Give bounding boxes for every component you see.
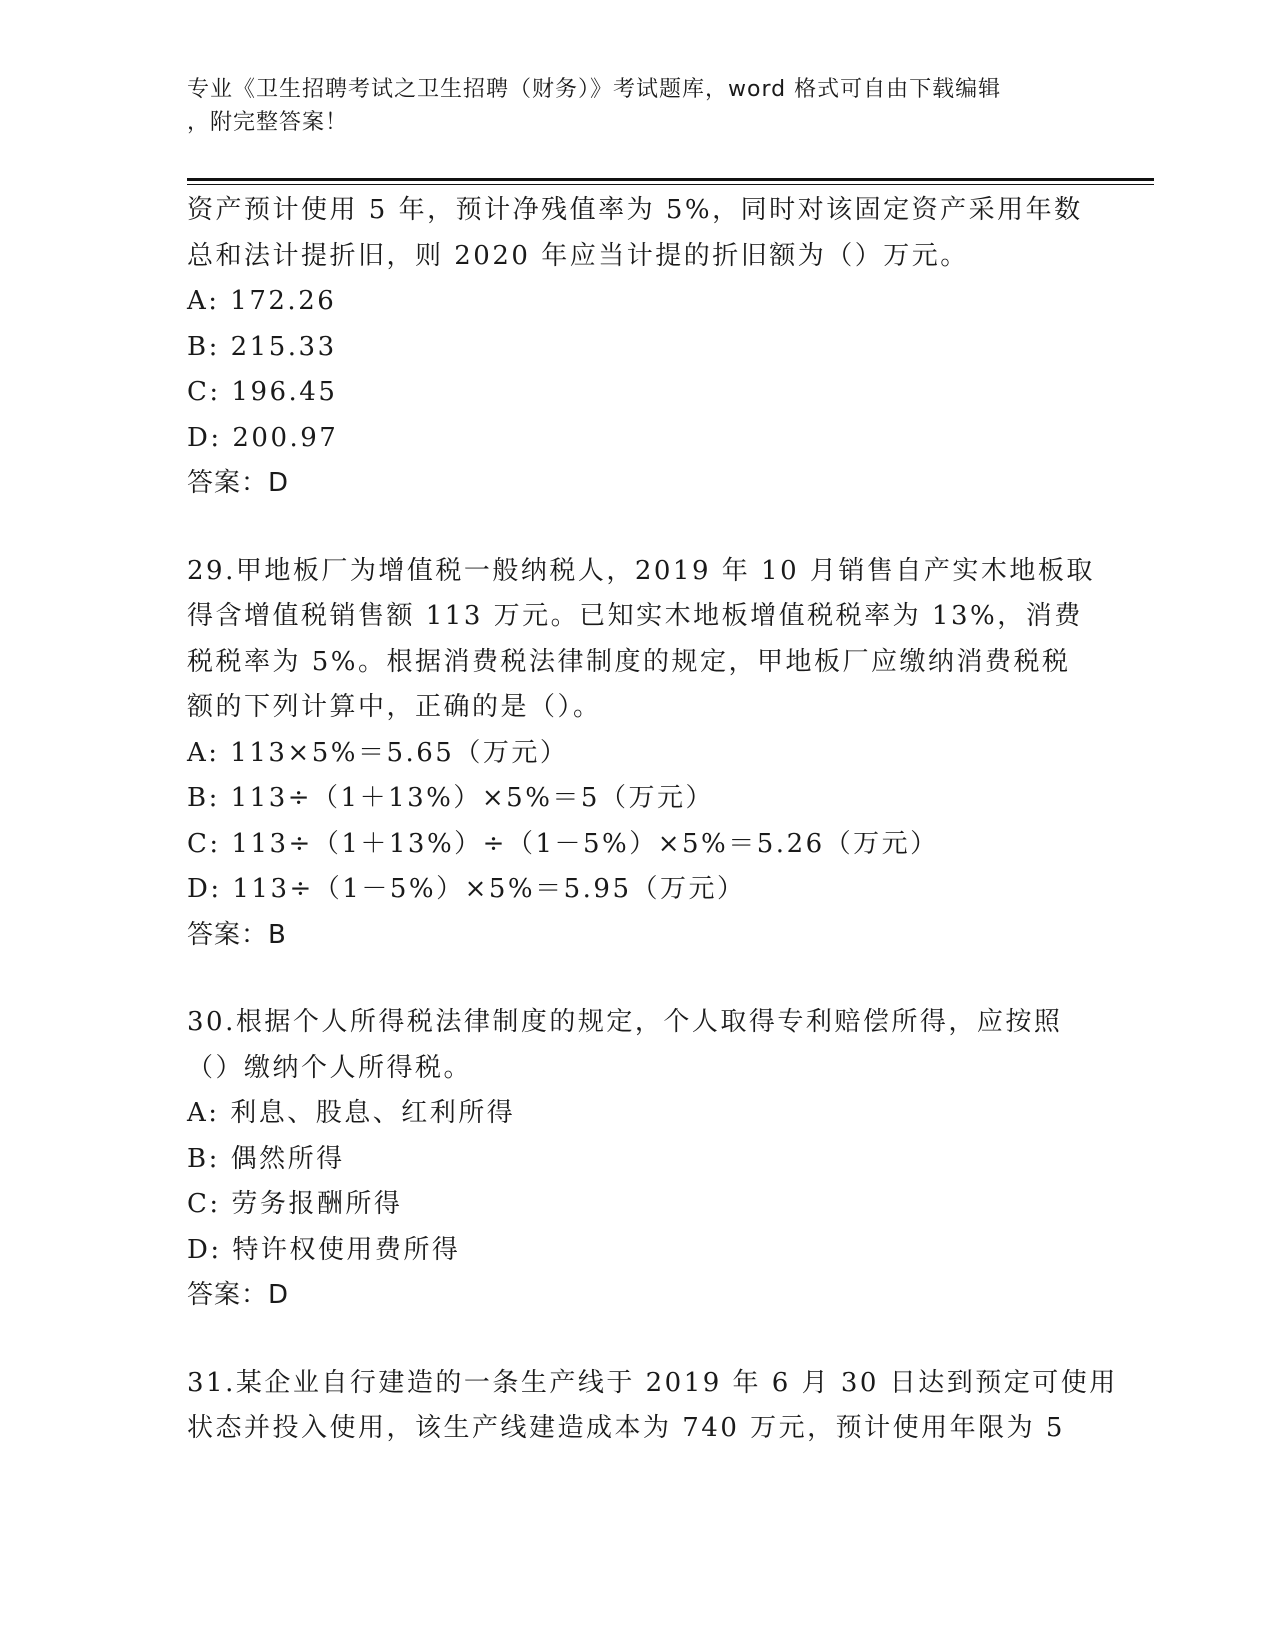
- option-a: A: 利息、股息、红利所得: [187, 1098, 516, 1128]
- option-b: B: 215.33: [187, 331, 337, 362]
- answer-line: 答案：D: [187, 1280, 290, 1310]
- option-d: D: 113÷（1－5%）×5%＝5.95（万元）: [187, 874, 746, 904]
- question-text-line: 29.甲地板厂为增值税一般纳税人，2019 年 10 月销售自产实木地板取: [187, 555, 1095, 586]
- option-c: C: 196.45: [187, 377, 338, 407]
- question-text-line: 税税率为 5%。根据消费税法律制度的规定，甲地板厂应缴纳消费税税: [187, 646, 1071, 677]
- document-header: [187, 73, 1067, 139]
- option-a: A: 113×5%＝5.65（万元）: [187, 737, 569, 768]
- option-b: B: 偶然所得: [187, 1143, 345, 1174]
- header-line-1: 专业《卫生招聘考试之卫生招聘（财务）》考试题库，word 格式可自由下载编辑: [187, 77, 1002, 102]
- answer-line: 答案：D: [187, 468, 290, 498]
- question-text-line: 31.某企业自行建造的一条生产线于 2019 年 6 月 30 日达到预定可使用: [187, 1367, 1118, 1398]
- question-30: [187, 1000, 1087, 1319]
- question-text-line: 总和法计提折旧，则 2020 年应当计提的折旧额为（）万元。: [187, 240, 969, 271]
- question-28: [187, 188, 1087, 507]
- header-divider-thick: [187, 178, 1154, 181]
- answer-line: 答案：B: [187, 919, 287, 950]
- option-d: D: 200.97: [187, 422, 339, 453]
- header-divider-thin: [187, 184, 1154, 185]
- question-text-line: （）缴纳个人所得税。: [187, 1052, 473, 1083]
- option-c: C: 113÷（1＋13%）÷（1－5%）×5%＝5.26（万元）: [187, 828, 939, 859]
- question-text-line: 资产预计使用 5 年，预计净残值率为 5%，同时对该固定资产采用年数: [187, 195, 1083, 225]
- header-line-2: ，附完整答案！: [187, 110, 349, 135]
- option-d: D: 特许权使用费所得: [187, 1234, 461, 1265]
- option-b: B: 113÷（1＋13%）×5%＝5（万元）: [187, 783, 714, 813]
- question-text-line: 得含增值税销售额 113 万元。已知实木地板增值税税率为 13%，消费: [187, 601, 1083, 631]
- option-c: C: 劳务报酬所得: [187, 1189, 403, 1219]
- question-text-line: 额的下列计算中，正确的是（）。: [187, 692, 602, 722]
- option-a: A: 172.26: [187, 286, 337, 316]
- question-text-line: 状态并投入使用，该生产线建造成本为 740 万元，预计使用年限为 5: [187, 1413, 1065, 1443]
- question-31: [187, 1361, 1118, 1452]
- question-29: [187, 549, 1095, 959]
- question-text-line: 30.根据个人所得税法律制度的规定，个人取得专利赔偿所得，应按照: [187, 1007, 1063, 1037]
- question-content: [187, 188, 1118, 1452]
